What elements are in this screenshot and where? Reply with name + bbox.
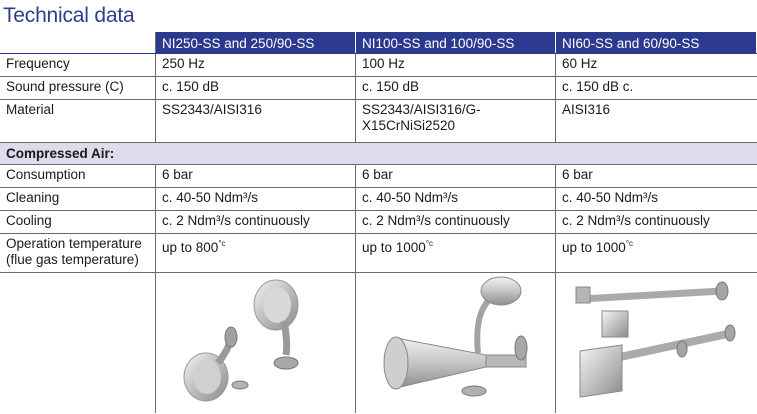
two-horn-photo [156, 273, 356, 413]
row-label: Cleaning [0, 188, 156, 210]
row-label-line: (flue gas temperature) [6, 252, 139, 267]
row-value: SS2343/AISI316 [156, 100, 356, 142]
row-value: 6 bar [356, 165, 556, 187]
row-label: Sound pressure (C) [0, 77, 156, 99]
row-value: c. 150 dB c. [562, 79, 634, 94]
table-row-frequency [0, 54, 757, 77]
page-title: Technical data [3, 4, 135, 27]
row-label: Material [0, 100, 156, 142]
table-row-images [0, 273, 757, 413]
row-value: c. 150 dB [356, 77, 556, 99]
temperature-value: up to 800 [162, 240, 219, 255]
row-value: 250 Hz [156, 54, 356, 76]
header-model-3: NI60-SS and 60/90-SS [556, 32, 757, 53]
horn-straight-photo [356, 273, 556, 413]
row-label [0, 234, 156, 272]
technical-data-table [0, 32, 757, 413]
row-label: Frequency [0, 54, 156, 76]
temperature-value: up to 1000 [562, 240, 626, 255]
table-row-cleaning [0, 188, 757, 211]
section-label: Compressed Air: [6, 146, 115, 161]
table-row-operation-temperature [0, 234, 757, 273]
header-model-2: NI100-SS and 100/90-SS [356, 32, 556, 53]
row-value: c. 40-50 Ndm³/s [562, 190, 659, 205]
temperature-unit: °c [218, 239, 226, 248]
row-value [156, 234, 356, 272]
square-horn-pipes-photo [556, 273, 757, 413]
section-row-compressed-air [0, 143, 757, 165]
table-row-sound-pressure [0, 77, 757, 100]
row-value: c. 2 Ndm³/s continuously [356, 211, 556, 233]
temperature-unit: °c [425, 239, 434, 248]
header-model-1: NI250-SS and 250/90-SS [156, 32, 356, 53]
temperature-value: up to 1000 [362, 240, 426, 255]
row-value: c. 2 Ndm³/s continuously [562, 213, 710, 228]
table-header-row [0, 32, 757, 54]
table-row-material [0, 100, 757, 143]
row-value: 100 Hz [356, 54, 556, 76]
table-row-consumption [0, 165, 757, 188]
row-value [556, 234, 757, 272]
row-value [356, 234, 556, 272]
row-value: 6 bar [156, 165, 356, 187]
header-empty-cell [0, 32, 156, 53]
horn-icon [562, 273, 752, 411]
row-value: AISI316 [562, 102, 611, 117]
row-value: c. 40-50 Ndm³/s [356, 188, 556, 210]
row-value: 60 Hz [562, 56, 598, 71]
table-row-cooling [0, 211, 757, 234]
row-label: Consumption [0, 165, 156, 187]
row-value: 6 bar [562, 167, 593, 182]
horn-icon [366, 273, 546, 411]
row-value: c. 2 Ndm³/s continuously [156, 211, 356, 233]
temperature-unit: °c [625, 239, 634, 248]
horn-icon [176, 273, 336, 411]
row-value: c. 150 dB [156, 77, 356, 99]
row-label: Cooling [0, 211, 156, 233]
row-label-line: Operation temperature [6, 236, 142, 251]
image-row-label-empty [0, 273, 156, 413]
row-value: SS2343/AISI316/G-X15CrNiSi2520 [356, 100, 556, 142]
row-value: c. 40-50 Ndm³/s [156, 188, 356, 210]
